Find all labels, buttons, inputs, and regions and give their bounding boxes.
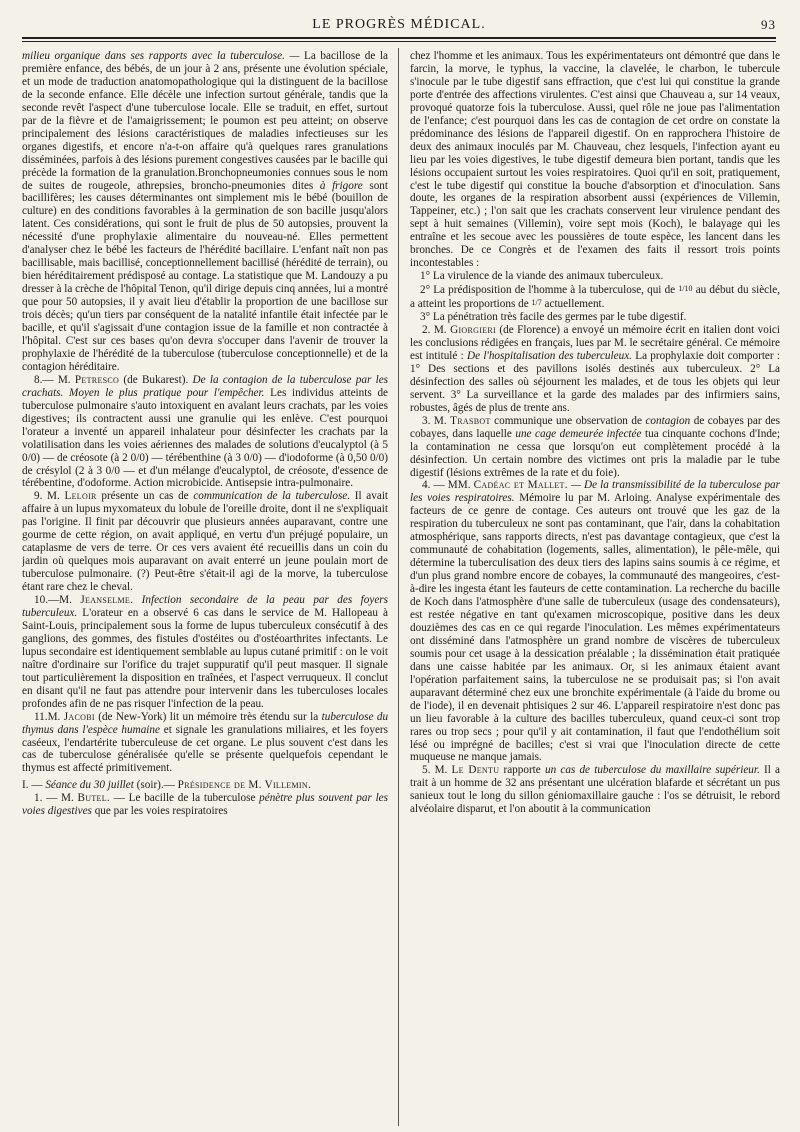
right-column — [410, 50, 780, 1126]
page-number: 93 — [761, 17, 776, 32]
page-header — [22, 14, 776, 36]
paragraph-giorgieri: 2. M. Giorgieri (de Florence) a envoyé un mémoire écrit en italien dont voici les conclusions rédigées en français, lues par M. le secrétaire général. Ce mémoire est intitulé : De l'hospitalisation des tuberculeux. La prophylaxie doit comporter : 1° Des sections et des pavillons isolés destinés aux tuberculeux. 2° La désinfection des salles où séjournent les malades, et de tous les objets qui leur servent. 3° La surveillance et la garde des malades par des infirmiers sains, robustes, âgés de plus de trente ans. — [410, 324, 780, 414]
running-title: LE PROGRÈS MÉDICAL. — [312, 17, 486, 32]
column-divider — [398, 48, 399, 1126]
paragraph-jacobi: 11.M. Jacobi (de New-York) lit un mémoire très étendu sur la tuberculose du thymus dans l'espèce humaine et signale les granulations miliaires, et les foyers caséeux, l'endartérite tuberculeuse de cet organe. Le plus souvent c'est dans les cas de tuberculose généralisée qu'elle se présente quelquefois cependant le thymus est affecté primitivement. — [22, 710, 388, 775]
left-column — [22, 50, 388, 1126]
paragraph-butel: 1. — M. Butel. — Le bacille de la tuberculose pénètre plus souvent par les voies digestives que par les voies respiratoires — [22, 792, 388, 818]
paragraph-petresco: 8.— M. Petresco (de Bukarest). De la contagion de la tuberculose par les crachats. Moyen le plus pratique pour l'empêcher. Les individus atteints de tuberculose pulmonaire s'auto intoxiquent en avalant leurs crachats, par les voies digestives; ils contractent aussi une granulie qui les enlève. C'est pourquoi l'orateur a inventé un appareil inhalateur pour désinfecter les crachats par la volatilisation dans les voies aériennes des malades de solutions d'eucalyptol (à 5 0/0) — de créosote (à 2 0/0) — térébenthine (à 3 0/0) — d'iodoforme (à 0,50 0/0) de crésylol (2 à 3 0/0 — et d'un mélange d'eucalyptol, de créosote, d'essence de térébentine, d'odoforme. Action microbicide. Antisepsie intra-pulmonaire. — [22, 373, 388, 490]
point-one: 1° La virulence de la viande des animaux tuberculeux. — [420, 270, 664, 283]
point-two: 2° La prédisposition de l'homme à la tuberculose, qui de 1/10 au début du siècle, a atteint les proportions de 1/7 actuellement. — [410, 284, 780, 311]
paragraph-bacillose-enfance: milieu organique dans ses rapports avec la tuberculose. — La bacillose de la première enfance, des bébés, de un jour à 2 ans, présente une évolution spéciale, et un mode de traduction anatomopathologique qui la distinguent de la bacillose de la seconde enfance. Elle décèle une infection surtout générale, tandis que la seconde revêt l'aspect d'une tuberculose locale. Elle se traduit, en effet, surtout par de la fièvre et de l'amaigrissement; le poumon est peu atteint; on observe principalement des lésions caractéristiques de maladies infectieuses sur les organes digestifs, et encore n'a-t-on affaire qu'à quelques rares granulations disséminées, parfois à des lésions purement congestives causées par le bacille qui précède la formation de la granulation.Bronchopneumonies connues sous le nom de suites de rougeole, athrepsies, broncho-pneumonies dites à frigore sont bacillifères; les causes déterminantes ont simplement mis le bébé (bouillon de culture) en des conditions favorables à la germination de son bacille jusqu'alors latent. Ces considérations, qui sont le fruit de plus de 50 autopsies, prouvent la nécessité d'une prophylaxie alimentaire du nouveau-né. Elles permettent d'analyser chez le bébé les facteurs de l'hérédité bacillaire. L'enfant naît non pas bacillisable, mais bacillisé, conceptionnellement bacillisé (hérédité de terrain), ou bien héréditairement prédisposé au contage. La statistique que M. Landouzy a pu dresser à la crèche de l'hôpital Tenon, qu'il dirige depuis cinq années, lui a montré que pour 50 autopsies, il y avait lieu d'établir la proportion de une bacillose sur trois décès; qu'un tiers par conséquent de la natalité infantile était infectée par le bacille, et qu'il s'agissait d'une contagion issue de la famille et non contractée à l'hôpital. C'est sur ces bases qu'on devra s'occuper dans l'avenir de trouver la prophylaxie de l'hérédité de la tuberculose (tuberculose conceptionnelle) et de la contagion héréditaire. — [22, 50, 388, 373]
paragraph-jeanselme: 10.—M. Jeanselme. Infection secondaire de la peau par des foyers tuberculeux. L'orateur en a observé 6 cas dans le service de M. Hallopeau à Saint-Louis, principalement sous la forme de lupus tuberculeux consécutif à des ganglions, des gommes, des fistules d'ostéites ou d'ostéoarthrites infectants. Le lupus secondaire est identiquement semblable au lupus cutané primitif : on le voit naître d'ordinaire sur l'orifice du trajet suppuratif qu'il peut masquer. Il signale tout particulièrement la disposition en traînées, et l'aspect verruqueux. Il conclut en disant qu'il ne faut pas attendre pour intervenir dans les tuberculoses locales profondes afin de ne pas risquer l'infection de la peau. — [22, 594, 388, 710]
session-heading: I. — Séance du 30 juillet (soir).— Présidence de M. Villemin. — [22, 779, 312, 792]
paragraph-le-dentu: 5. M. Le Dentu rapporte un cas de tuberculose du maxillaire supérieur. Il a trait à un homme de 32 ans présentant une ulcération blafarde et sécrétant un pus sanieux tout le long du sillon géniomaxillaire gauche : l'os se détruisit, le rebord alvéolaire disparut, et l'on aboutit à la communication — [410, 764, 780, 816]
paragraph-continuation: chez l'homme et les animaux. Tous les expérimentateurs ont démontré que dans le farcin, la morve, le typhus, la vaccine, la clavelée, le charbon, le tubercule s'inocule par le tube digestif sans effraction, que c'est lui qui constitue la grande porte d'entrée des affections virulentes. C'est ainsi que Chauveau a, sur 14 veaux, provoqué quatorze fois la tuberculose. Aussi, quel rôle ne joue pas l'alimentation de l'enfance; c'est pourquoi dans les cas de contagion de cet ordre on constate la prédominance des lésions de l'appareil digestif. On en rapprochera l'histoire de deux des animaux inoculés par M. Chauveau, chez lesquels, l'infection ayant eu lieu par les voies digestives, le tube digestif demeura bien portant, tandis que les lésions occupaient surtout les voies respiratoires. Quoi qu'il en soit, pratiquement, c'est le tube digestif qui constitue la bouche d'absorption et d'inoculation. Sans doute, les organes de la respiration absorbent aussi (expériences de Villemin, Tappeiner, etc.) ; l'on sait que les crachats conservent leur virulence pendant des sept à huit semaines (Villemin), voire sept mois (Koch), le balayage qui les entraîne et les secoue avec les poussières de toute espèce, les lancent dans les bronches. De ce Congrès et de l'examen des faits il ressort trois points incontestables : — [410, 50, 780, 270]
paragraph-trasbot: 3. M. Trasbot communique une observation de contagion de cobayes par des cobayes, dans laquelle une cage demeurée infectée tua cinquante cochons d'Inde; la contamination ne cessa que lorsqu'on eut complètement procédé à la désinfection. Un certain nombre des victimes ont pris la maladie par le tube digestif (lésions extrêmes de la rate et du foie). — [410, 414, 780, 479]
paragraph-leloir: 9. M. Leloir présente un cas de communication de la tuberculose. Il avait affaire à un lupus myxomateux du lobule de l'oreille droite, dont il ne s'expliquait pas l'origine. Il finit par découvrir que plusieurs années auparavant, contre une gourme de cette région, on avait appliqué, en vertu d'un préjugé populaire, un cataplasme de vers de terre. Or ces vers avaient été recueillis dans un coin du jardin où quelques mois auparavant on avait enterré un jeune poulain mort de tuberculose pulmonaire. (?) Peut-être s'était-il agi de la morve, la tuberculose étant rare chez le cheval. — [22, 490, 388, 594]
header-rule-thin — [22, 41, 776, 42]
point-three: 3° La pénétration très facile des germes par le tube digestif. — [420, 311, 687, 324]
header-rule-thick — [22, 37, 776, 39]
paragraph-cadeac-mallet: 4. — MM. Cadéac et Mallet. — De la transmissibilité de la tuberculose par les voies respiratoires. Mémoire lu par M. Arloing. Analyse expérimentale des facteurs de ce genre de contage. Ces auteurs ont trouvé que les gaz de la respiration du tuberculeux ne sont pas contaminant, que l'air, dans la cohabitation atmosphérique, sans rapports directs, n'est pas davantage contagieux, que c'est la communauté de cohabitation (logements, salles, alimentation), le pêle-mêle, qui détermine la tuberculisation des deux tiers des lapins sains soumis à ce régime, et d'un plus grand nombre encore de cobayes, la communauté des mangeoires, c'est-à-dire les ingesta étant les fauteurs de cette contamination. La recherche du bacille de Koch dans l'atmosphère d'une salle de tuberculeux (usage des condensateurs), est restée négative en tant qu'examen microscopique, positive dans les deux douzièmes des cas en ce qui regarde l'inoculation. Les mêmes expérimentateurs ont disséminé dans l'atmosphère un grand nombre de viscères de tuberculeux soumis pour cet usage à la dessication préalable ; la dissémination était pratiquée dans une caisse habitée par les animaux. Or, si les animaux étaient avant l'opération parfaitement sains, la tuberculose ne se produisait pas; si l'on avait auparavant déterminé chez eux une bronchite expérimentale (à l'aide du brome ou de l'iode), il en devenait phtisiques 2 sur 46. L'appareil respiratoire n'est donc pas un lieu favorable à la culture des bacilles tuberculeux, quand ceux-ci sont trop rares ou trop secs ; pour qu'il y ait contamination, il faut que l'endothélium soit lésé ou imprégné de bacilles; c'est si vrai que l'inoculation directe de cette muqueuse ne manque jamais. — [410, 479, 780, 764]
